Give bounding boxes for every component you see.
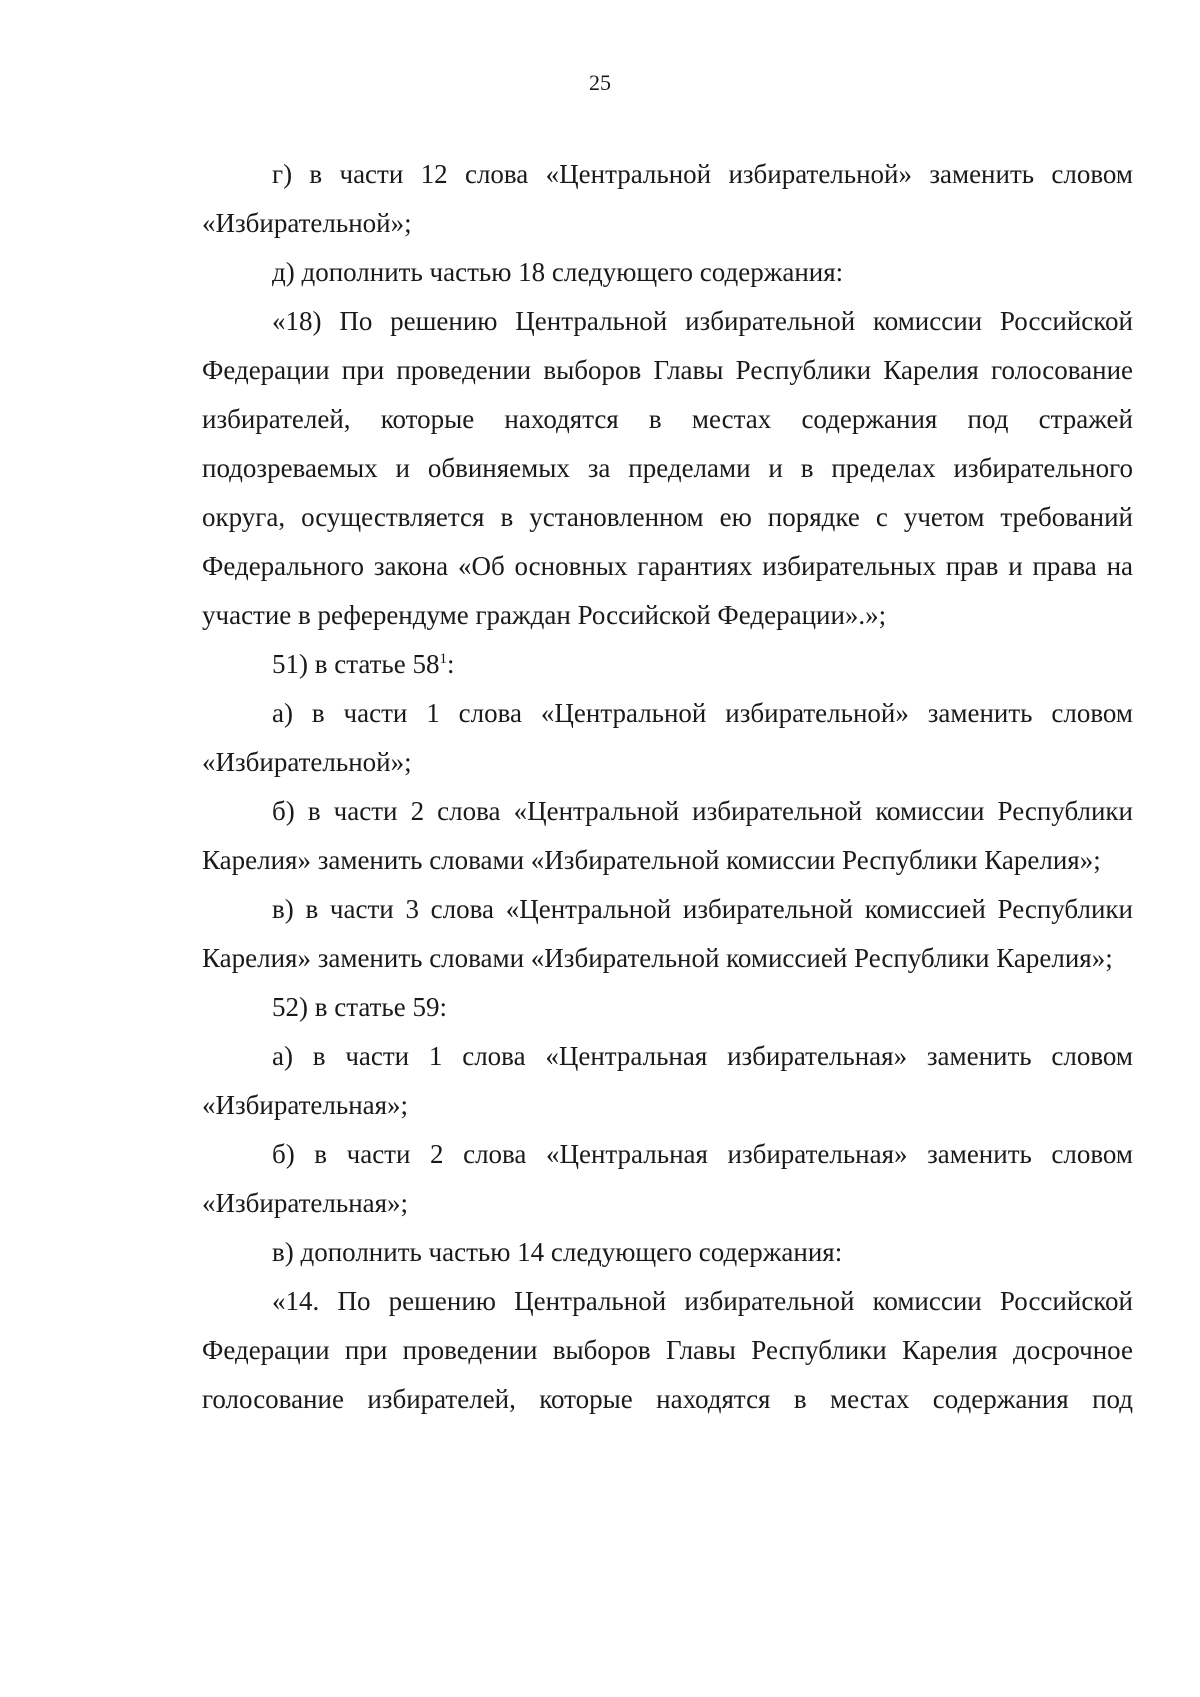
article-reference: 51) в статье 58	[272, 649, 440, 679]
paragraph-12: «14. По решению Центральной избирательной комиссии Российской Федерации при проведении выборов Главы Республики Карелия досрочное голосование избирателей, которые находятся в местах содержания под	[202, 1286, 1133, 1414]
paragraph-8: 52) в статье 59:	[272, 992, 447, 1022]
paragraph-4	[202, 640, 1133, 689]
paragraph-10: б) в части 2 слова «Центральная избирательная» заменить словом «Избирательная»;	[202, 1139, 1133, 1218]
paragraph-1: г) в части 12 слова «Центральной избирательной» заменить словом «Избирательной»;	[202, 159, 1133, 238]
paragraph-9: а) в части 1 слова «Центральная избирательная» заменить словом «Избирательная»;	[202, 1041, 1133, 1120]
article-superscript: 1	[439, 651, 447, 667]
paragraph-5: а) в части 1 слова «Центральной избирательной» заменить словом «Избирательной»;	[202, 698, 1133, 777]
paragraph-3: «18) По решению Центральной избирательной комиссии Российской Федерации при проведении выборов Главы Республики Карелия голосование избирателей, которые находятся в местах содержания под стражей подозреваемых и обвиняемых за пределами и в пределах избирательного округа, осуществляется в установленном ею порядке с учетом требований Федерального закона «Об основных гарантиях избирательных прав и права на участие в референдуме граждан Российской Федерации».»;	[202, 306, 1133, 630]
article-colon: :	[446, 649, 455, 679]
paragraph-2: д) дополнить частью 18 следующего содержания:	[272, 257, 844, 287]
paragraph-7: в) в части 3 слова «Центральной избирательной комиссией Республики Карелия» заменить словами «Избирательной комиссией Республики Карелия»;	[202, 894, 1133, 973]
document-body	[202, 150, 1133, 1424]
paragraph-11: в) дополнить частью 14 следующего содержания:	[272, 1237, 843, 1267]
page-number: 25	[589, 70, 611, 95]
paragraph-6: б) в части 2 слова «Центральной избирательной комиссии Республики Карелия» заменить словами «Избирательной комиссии Республики Карелия»;	[202, 796, 1133, 875]
